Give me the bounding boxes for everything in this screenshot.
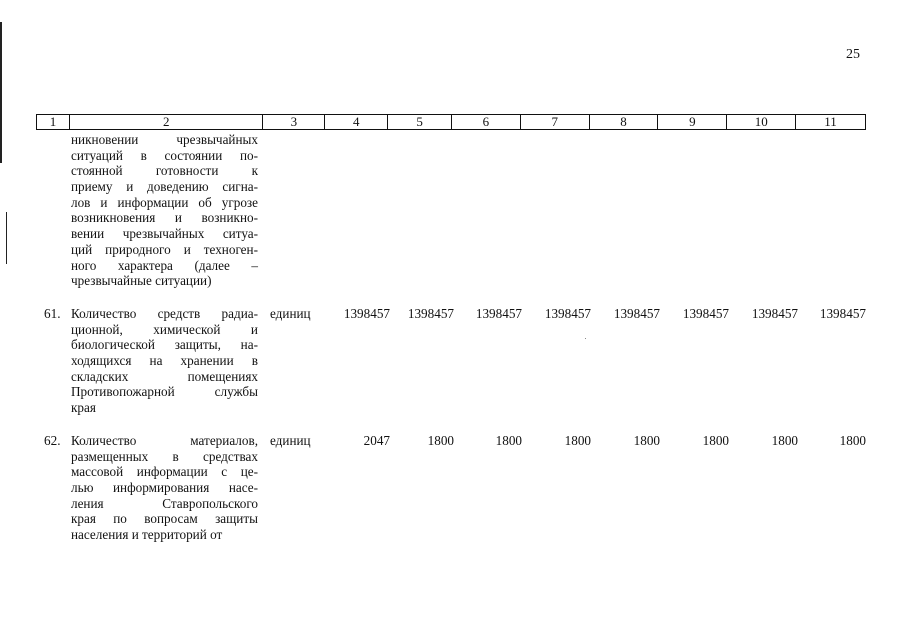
header-cell: 8	[590, 115, 659, 129]
row-description	[71, 306, 258, 416]
row-unit: единиц	[270, 306, 311, 321]
scan-speck	[585, 338, 586, 339]
value-cell: 1398457	[407, 306, 454, 321]
text-line: возникновения и возникно-	[71, 210, 258, 226]
header-cell: 3	[263, 115, 325, 129]
value-cell: 1800	[427, 433, 454, 448]
header-cell: 6	[452, 115, 521, 129]
left-margin-line	[0, 22, 2, 163]
text-line: ходящихся на хранении в	[71, 353, 258, 369]
text-line: складских помещениях	[71, 368, 258, 384]
text-line: края по вопросам защиты	[71, 511, 258, 527]
header-cell: 1	[37, 115, 70, 129]
row-description	[71, 433, 258, 543]
text-line: чрезвычайные ситуации)	[71, 273, 212, 289]
row-number: 62.	[44, 433, 61, 448]
value-cell: 1800	[771, 433, 798, 448]
text-line: вении чрезвычайных ситуа-	[71, 226, 258, 242]
header-cell: 2	[70, 115, 264, 129]
header-cell: 11	[824, 114, 837, 129]
header-cell: 10	[727, 115, 796, 129]
value-cell: 1398457	[819, 306, 866, 321]
text-line: Количество материалов,	[71, 433, 258, 448]
text-line: стоянной готовности к	[71, 163, 258, 179]
value-cell: 2047	[363, 433, 390, 448]
value-cell: 1800	[495, 433, 522, 448]
row-number: 61.	[44, 306, 61, 321]
value-cell: 1398457	[613, 306, 660, 321]
row-unit: единиц	[270, 433, 311, 448]
header-cell: 4	[325, 115, 388, 129]
value-cell: 1398457	[343, 306, 390, 321]
text-line: края	[71, 400, 96, 416]
header-cell: 5	[388, 115, 452, 129]
text-line: размещенных в средствах	[71, 448, 258, 464]
continuation-text	[71, 132, 258, 289]
text-line: ного характера (далее –	[71, 257, 258, 273]
header-cell: 7	[521, 115, 590, 129]
value-cell: 1800	[702, 433, 729, 448]
value-cell: 1398457	[544, 306, 591, 321]
table-header-row	[36, 114, 866, 130]
text-line: лов и информации об угрозе	[71, 194, 258, 210]
value-cell: 1800	[633, 433, 660, 448]
value-cell: 1800	[564, 433, 591, 448]
value-cell: 1398457	[682, 306, 729, 321]
text-line: лью информирования насе-	[71, 480, 258, 496]
text-line: ситуаций в состоянии по-	[71, 147, 258, 163]
left-margin-line-lower	[6, 212, 7, 264]
text-line: массовой информации с це-	[71, 464, 258, 480]
value-cell: 1398457	[475, 306, 522, 321]
value-cell: 1800	[839, 433, 866, 448]
header-cell: 9	[658, 115, 727, 129]
text-line: ления Ставропольского	[71, 495, 258, 511]
page-number: 25	[846, 47, 860, 62]
text-line: ций природного и техноген-	[71, 241, 258, 257]
value-cell: 1398457	[751, 306, 798, 321]
text-line: населения и территорий от	[71, 527, 223, 543]
text-line: никновении чрезвычайных	[71, 132, 258, 147]
text-line: Противопожарной службы	[71, 384, 258, 400]
text-line: Количество средств радиа-	[71, 306, 258, 321]
text-line: биологической защиты, на-	[71, 337, 258, 353]
text-line: приему и доведению сигна-	[71, 179, 258, 195]
text-line: ционной, химической и	[71, 321, 258, 337]
